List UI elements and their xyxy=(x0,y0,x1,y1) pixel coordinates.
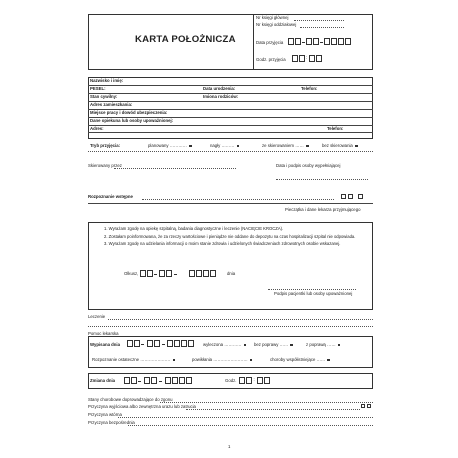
date-digit-cell[interactable] xyxy=(144,377,150,384)
time-digit-cell[interactable] xyxy=(239,377,245,384)
date-digit-cell[interactable] xyxy=(295,38,301,45)
diagnosis-code-box[interactable] xyxy=(341,194,346,199)
diagnosis-code-box[interactable] xyxy=(348,194,353,199)
date-digit-cell[interactable] xyxy=(331,38,337,45)
parents-names-label: Imiona rodziców: xyxy=(203,94,239,99)
date-digit-cell[interactable] xyxy=(288,38,294,45)
consent-item: 1. Wyrażam zgodę na opiekę szpitalną, badania diagnostyczne i leczenie (NACIĘCIE KROCZA). xyxy=(104,226,284,231)
date-digit-cell[interactable] xyxy=(147,270,153,277)
secondary-cause-label: Przyczyna wtórna xyxy=(88,412,122,417)
initial-cause-field[interactable] xyxy=(186,409,360,410)
day-label: dnia xyxy=(227,271,236,276)
time-separator: : xyxy=(253,377,255,382)
date-digit-cell[interactable] xyxy=(172,377,178,384)
date-digit-cell[interactable] xyxy=(174,340,180,347)
change-date-label: Zmiana dnia xyxy=(90,378,116,383)
initial-diagnosis-label: Rozpoznanie wstępne xyxy=(88,194,133,199)
date-separator xyxy=(141,344,144,345)
mode-option-without-referral[interactable]: bez skierowania xyxy=(322,144,358,149)
time-digit-cell[interactable] xyxy=(309,55,315,62)
date-digit-cell[interactable] xyxy=(210,270,216,277)
mode-option-with-referral[interactable]: ze skierowaniem …… xyxy=(262,144,309,149)
consents-list xyxy=(104,226,358,249)
filler-signature-caption: Data i podpis osoby wypełniającej xyxy=(276,163,341,168)
date-digit-cell[interactable] xyxy=(159,270,165,277)
checkbox[interactable] xyxy=(306,145,309,148)
mode-option-urgent[interactable]: nagły ……… xyxy=(210,144,239,149)
date-digit-cell[interactable] xyxy=(154,340,160,347)
date-separator xyxy=(159,381,162,382)
treatment-field-line[interactable] xyxy=(88,326,373,327)
change-time-label: Godz. xyxy=(225,378,237,383)
marital-status-label: Stan cywilny: xyxy=(90,94,118,99)
checkbox[interactable] xyxy=(173,359,176,362)
date-digit-cell[interactable] xyxy=(167,340,173,347)
checkbox[interactable] xyxy=(290,344,293,347)
comorbidities[interactable]: choroby współistniejące …… xyxy=(270,358,330,363)
date-digit-cell[interactable] xyxy=(127,340,133,347)
checkbox[interactable] xyxy=(355,145,358,148)
time-separator: : xyxy=(306,55,308,60)
time-digit-cell[interactable] xyxy=(292,55,298,62)
date-separator xyxy=(162,344,165,345)
date-separator xyxy=(320,42,323,43)
place-label: Olkusz, xyxy=(124,271,139,276)
date-digit-cell[interactable] xyxy=(306,38,312,45)
checkbox[interactable] xyxy=(338,344,341,347)
pesel-label: PESEL: xyxy=(90,86,106,91)
checkbox[interactable] xyxy=(327,359,330,362)
death-conditions-field[interactable] xyxy=(160,402,373,403)
date-digit-cell[interactable] xyxy=(140,270,146,277)
checkbox[interactable] xyxy=(189,145,192,148)
date-digit-cell[interactable] xyxy=(134,340,140,347)
referred-by-field[interactable] xyxy=(114,168,236,169)
time-digit-cell[interactable] xyxy=(299,55,308,62)
date-separator xyxy=(174,274,177,275)
date-digit-cell[interactable] xyxy=(166,270,172,277)
form-title: KARTA POŁOŻNICZA xyxy=(135,34,236,45)
date-digit-cell[interactable] xyxy=(151,377,157,384)
diagnosis-underline xyxy=(88,203,373,204)
consent-item: 3. Wyrażam zgodę na udzielania informacji o moim stanie zdrowia i udzielonych świadczeniach zdrowotnych osobie wskazanej. xyxy=(104,241,341,247)
admission-time-label: Godz. przyjęcia xyxy=(256,57,286,62)
row-line xyxy=(88,132,373,133)
discharge-improved[interactable]: z poprawą …… xyxy=(306,343,340,348)
workplace-insurance-label: Miejsce pracy i dowód ubezpieczenia: xyxy=(90,110,168,115)
main-book-field[interactable] xyxy=(294,20,344,21)
checkbox[interactable] xyxy=(237,145,240,148)
patient-signature-field[interactable] xyxy=(268,289,356,290)
admission-mode-underline xyxy=(88,151,373,152)
filler-signature-field[interactable] xyxy=(276,179,368,180)
checkbox[interactable] xyxy=(244,344,247,347)
cause-code-box[interactable] xyxy=(361,404,365,408)
complications[interactable]: powikłania …………………… xyxy=(192,358,252,363)
date-digit-cell[interactable] xyxy=(186,377,192,384)
date-digit-cell[interactable] xyxy=(189,270,195,277)
admission-date-label: Data przyjęcia xyxy=(256,40,284,45)
birthdate-label: Data urodzenia: xyxy=(203,86,236,91)
patient-signature-caption: Podpis pacjentki lub osoby upoważnionej xyxy=(274,291,353,296)
date-digit-cell[interactable] xyxy=(124,377,130,384)
consent-item: 2. Zostałam poinformowana, że za rzeczy wartościowe i pieniądze nie oddane do depozytu na czas hospitalizacji szpital nie odpowiada. xyxy=(104,233,356,239)
secondary-cause-field[interactable] xyxy=(118,417,373,418)
doctor-help-label: Pomoc lekarska xyxy=(88,331,119,336)
ward-book-label: Nr księgi oddziałowej xyxy=(256,22,297,27)
referred-by-label: Skierowany przez xyxy=(88,163,122,168)
date-digit-cell[interactable] xyxy=(165,377,171,384)
name-label: Nazwisko i imię: xyxy=(90,78,124,83)
guardian-label: Dane opiekuna lub osoby upoważnionej: xyxy=(90,118,174,123)
phone-label: Telefon: xyxy=(301,86,318,91)
date-digit-cell[interactable] xyxy=(196,270,202,277)
date-digit-cell[interactable] xyxy=(324,38,330,45)
treatment-field[interactable] xyxy=(108,319,373,320)
direct-cause-label: Przyczyna bezpośrednia xyxy=(88,420,135,425)
time-digit-cell[interactable] xyxy=(257,377,263,384)
diagnosis-code-box[interactable] xyxy=(358,194,363,199)
main-book-label: Nr księgi głównej xyxy=(256,15,289,20)
cause-code-box[interactable] xyxy=(367,404,371,408)
date-digit-cell[interactable] xyxy=(188,340,194,347)
time-digit-cell[interactable] xyxy=(246,377,252,384)
ward-book-field[interactable] xyxy=(300,27,344,28)
initial-diagnosis-field[interactable] xyxy=(142,199,334,200)
date-digit-cell[interactable] xyxy=(203,270,209,277)
treatment-label: Leczenie xyxy=(88,314,106,319)
page-number: 1 xyxy=(228,444,231,449)
time-digit-cell[interactable] xyxy=(264,377,270,384)
date-digit-cell[interactable] xyxy=(131,377,137,384)
header-divider xyxy=(253,14,254,70)
direct-cause-field[interactable] xyxy=(128,425,373,426)
discharge-cured[interactable]: wyleczona ………… xyxy=(203,343,246,348)
discharge-no-improvement[interactable]: bez poprawy …… xyxy=(254,343,293,348)
initial-cause-label: Przyczyna wyjściowa albo zewnętrzna urazu lub zatrucia xyxy=(88,404,196,409)
date-digit-cell[interactable] xyxy=(179,377,185,384)
checkbox[interactable] xyxy=(250,359,253,362)
admission-mode-label: Tryb przyjęcia: xyxy=(90,143,121,148)
discharge-label: Wypisana dnia xyxy=(90,342,121,347)
date-digit-cell[interactable] xyxy=(345,38,351,45)
date-digit-cell[interactable] xyxy=(181,340,187,347)
date-digit-cell[interactable] xyxy=(338,38,344,45)
date-digit-cell[interactable] xyxy=(313,38,319,45)
death-conditions-label: Stany chorobowe doprowadzające do zgonu xyxy=(88,397,173,402)
date-separator xyxy=(154,274,157,275)
date-separator xyxy=(138,381,141,382)
final-diagnosis[interactable]: Rozpoznanie ostateczne ………………… xyxy=(92,358,175,363)
address-label: Adres zamieszkania: xyxy=(90,102,133,107)
guardian-address-label: Adres: xyxy=(90,126,104,131)
date-separator xyxy=(302,42,305,43)
guardian-phone-label: Telefon: xyxy=(327,126,344,131)
time-digit-cell[interactable] xyxy=(316,55,322,62)
doctor-stamp-caption: Pieczątka i dane lekarza przyjmującego xyxy=(285,207,361,212)
date-digit-cell[interactable] xyxy=(147,340,153,347)
mode-option-planned[interactable]: planowany ………… xyxy=(148,144,192,149)
